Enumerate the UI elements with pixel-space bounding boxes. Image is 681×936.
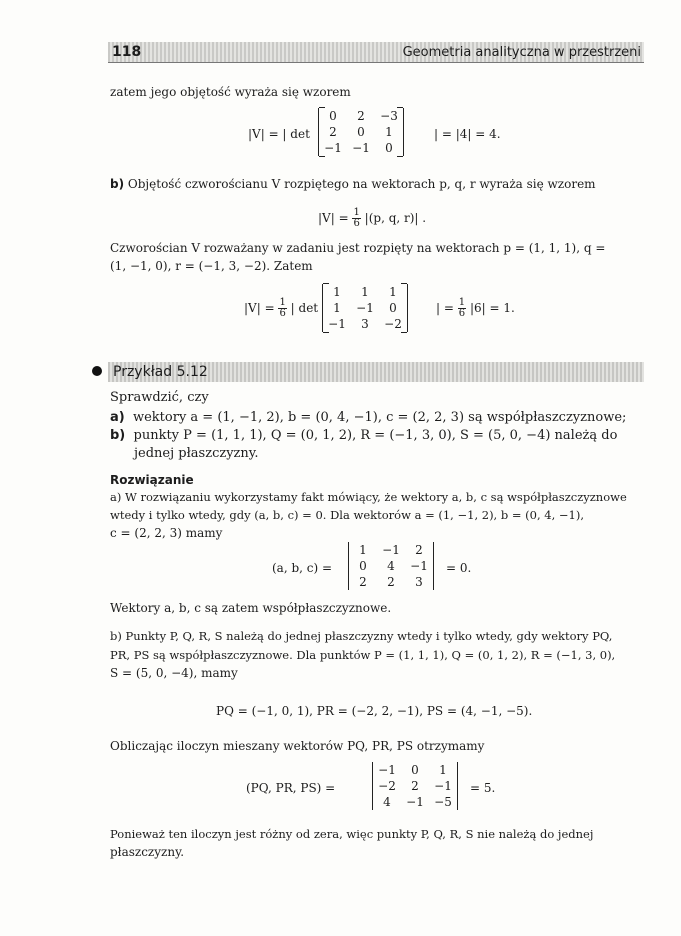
part-a-intro: zatem jego objętość wyraża się wzorem — [110, 85, 351, 99]
solution-b-vectors: PQ = (−1, 0, 1), PR = (−2, 2, −1), PS = (4, −1, −5). — [216, 704, 533, 718]
part-a-rhs: | = |4| = 4. — [434, 127, 501, 141]
example-item-a: a) wektory a = (1, −1, 2), b = (0, 4, −1), c = (2, 2, 3) są współpłaszczyznowe; — [110, 410, 627, 425]
solution-a-line2: wtedy i tylko wtedy, gdy (a, b, c) = 0. Dla wektorów a = (1, −1, 2), b = (0, 4, −1), — [110, 508, 585, 522]
solution-a-determinant — [348, 542, 434, 590]
chapter-title: Geometria analityczna w przestrzeni — [402, 45, 641, 60]
part-b-det-rhs: | = $\frac{1}{6}$ |6| = 1. — [436, 297, 515, 319]
part-a-matrix — [318, 108, 404, 156]
matrix-row: 4 −1 −5 — [383, 795, 452, 809]
example-title: Przykład 5.12 — [113, 364, 208, 380]
solution-a-lhs: (a, b, c) = — [272, 561, 333, 575]
example-item-b: b) punkty P = (1, 1, 1), Q = (0, 1, 2), R = (−1, 3, 0), S = (5, 0, −4) należą do — [110, 428, 618, 443]
solution-b-line3: S = (5, 0, −4), mamy — [110, 666, 238, 680]
solution-a-line1: a) W rozwiązaniu wykorzystamy fakt mówiący, że wektory a, b, c są współpłaszczyznowe — [110, 490, 627, 504]
part-a-lhs: |V| = | det — [248, 127, 310, 141]
part-b-text: b) Objętość czworościanu V rozpiętego na wektorach p, q, r wyraża się wzorem — [110, 177, 596, 191]
matrix-row: 1 −1 2 — [359, 543, 423, 557]
matrix-row: −1 −1 0 — [324, 141, 393, 155]
matrix-row: 0 2 −3 — [329, 109, 398, 123]
solution-b-product-intro: Obliczając iloczyn mieszany wektorów PQ, PR, PS otrzymamy — [110, 739, 485, 753]
matrix-row: 1 1 1 — [333, 285, 397, 299]
matrix-row: −2 2 −1 — [378, 779, 452, 793]
solution-b-conclusion2: płaszczyzny. — [110, 845, 185, 859]
bullet-icon — [92, 366, 102, 376]
part-b-matrix — [322, 284, 408, 332]
solution-a-rhs: = 0. — [446, 561, 472, 575]
solution-b-rhs: = 5. — [470, 781, 496, 795]
part-b-line1: Czworościan V rozważany w zadaniu jest rozpięty na wektorach p = (1, 1, 1), q = — [110, 241, 606, 255]
volume-formula: |V| = $\frac{1}{6}$ |(p, q, r)| . — [318, 207, 427, 229]
solution-heading: Rozwiązanie — [110, 473, 194, 487]
part-b-det-lhs: |V| = $\frac{1}{6}$ | det — [244, 297, 319, 319]
matrix-row: 1 −1 0 — [333, 301, 397, 315]
solution-a-line3: c = (2, 2, 3) mamy — [110, 526, 223, 540]
matrix-row: 2 2 3 — [359, 575, 423, 589]
matrix-row: 0 4 −1 — [359, 559, 428, 573]
matrix-row: 2 0 1 — [329, 125, 393, 139]
matrix-row: −1 3 −2 — [328, 317, 402, 331]
matrix-row: −1 0 1 — [378, 763, 447, 777]
example-item-b-cont: jednej płaszczyzny. — [134, 446, 259, 461]
page-number: 118 — [112, 44, 142, 60]
part-b-line2: (1, −1, 0), r = (−1, 3, −2). Zatem — [110, 259, 313, 273]
solution-b-determinant — [372, 762, 458, 810]
solution-b-line2: PR, PS są współpłaszczyznowe. Dla punktów P = (1, 1, 1), Q = (0, 1, 2), R = (−1, 3, 0), — [110, 648, 616, 662]
example-prompt: Sprawdzić, czy — [110, 390, 209, 405]
solution-a-conclusion: Wektory a, b, c są zatem współpłaszczyznowe. — [110, 601, 392, 615]
solution-b-line1: b) Punkty P, Q, R, S należą do jednej płaszczyzny wtedy i tylko wtedy, gdy wektory PQ, — [110, 629, 613, 643]
solution-b-lhs: (PQ, PR, PS) = — [246, 781, 336, 795]
solution-b-conclusion1: Ponieważ ten iloczyn jest różny od zera, więc punkty P, Q, R, S nie należą do jednej — [110, 827, 594, 841]
